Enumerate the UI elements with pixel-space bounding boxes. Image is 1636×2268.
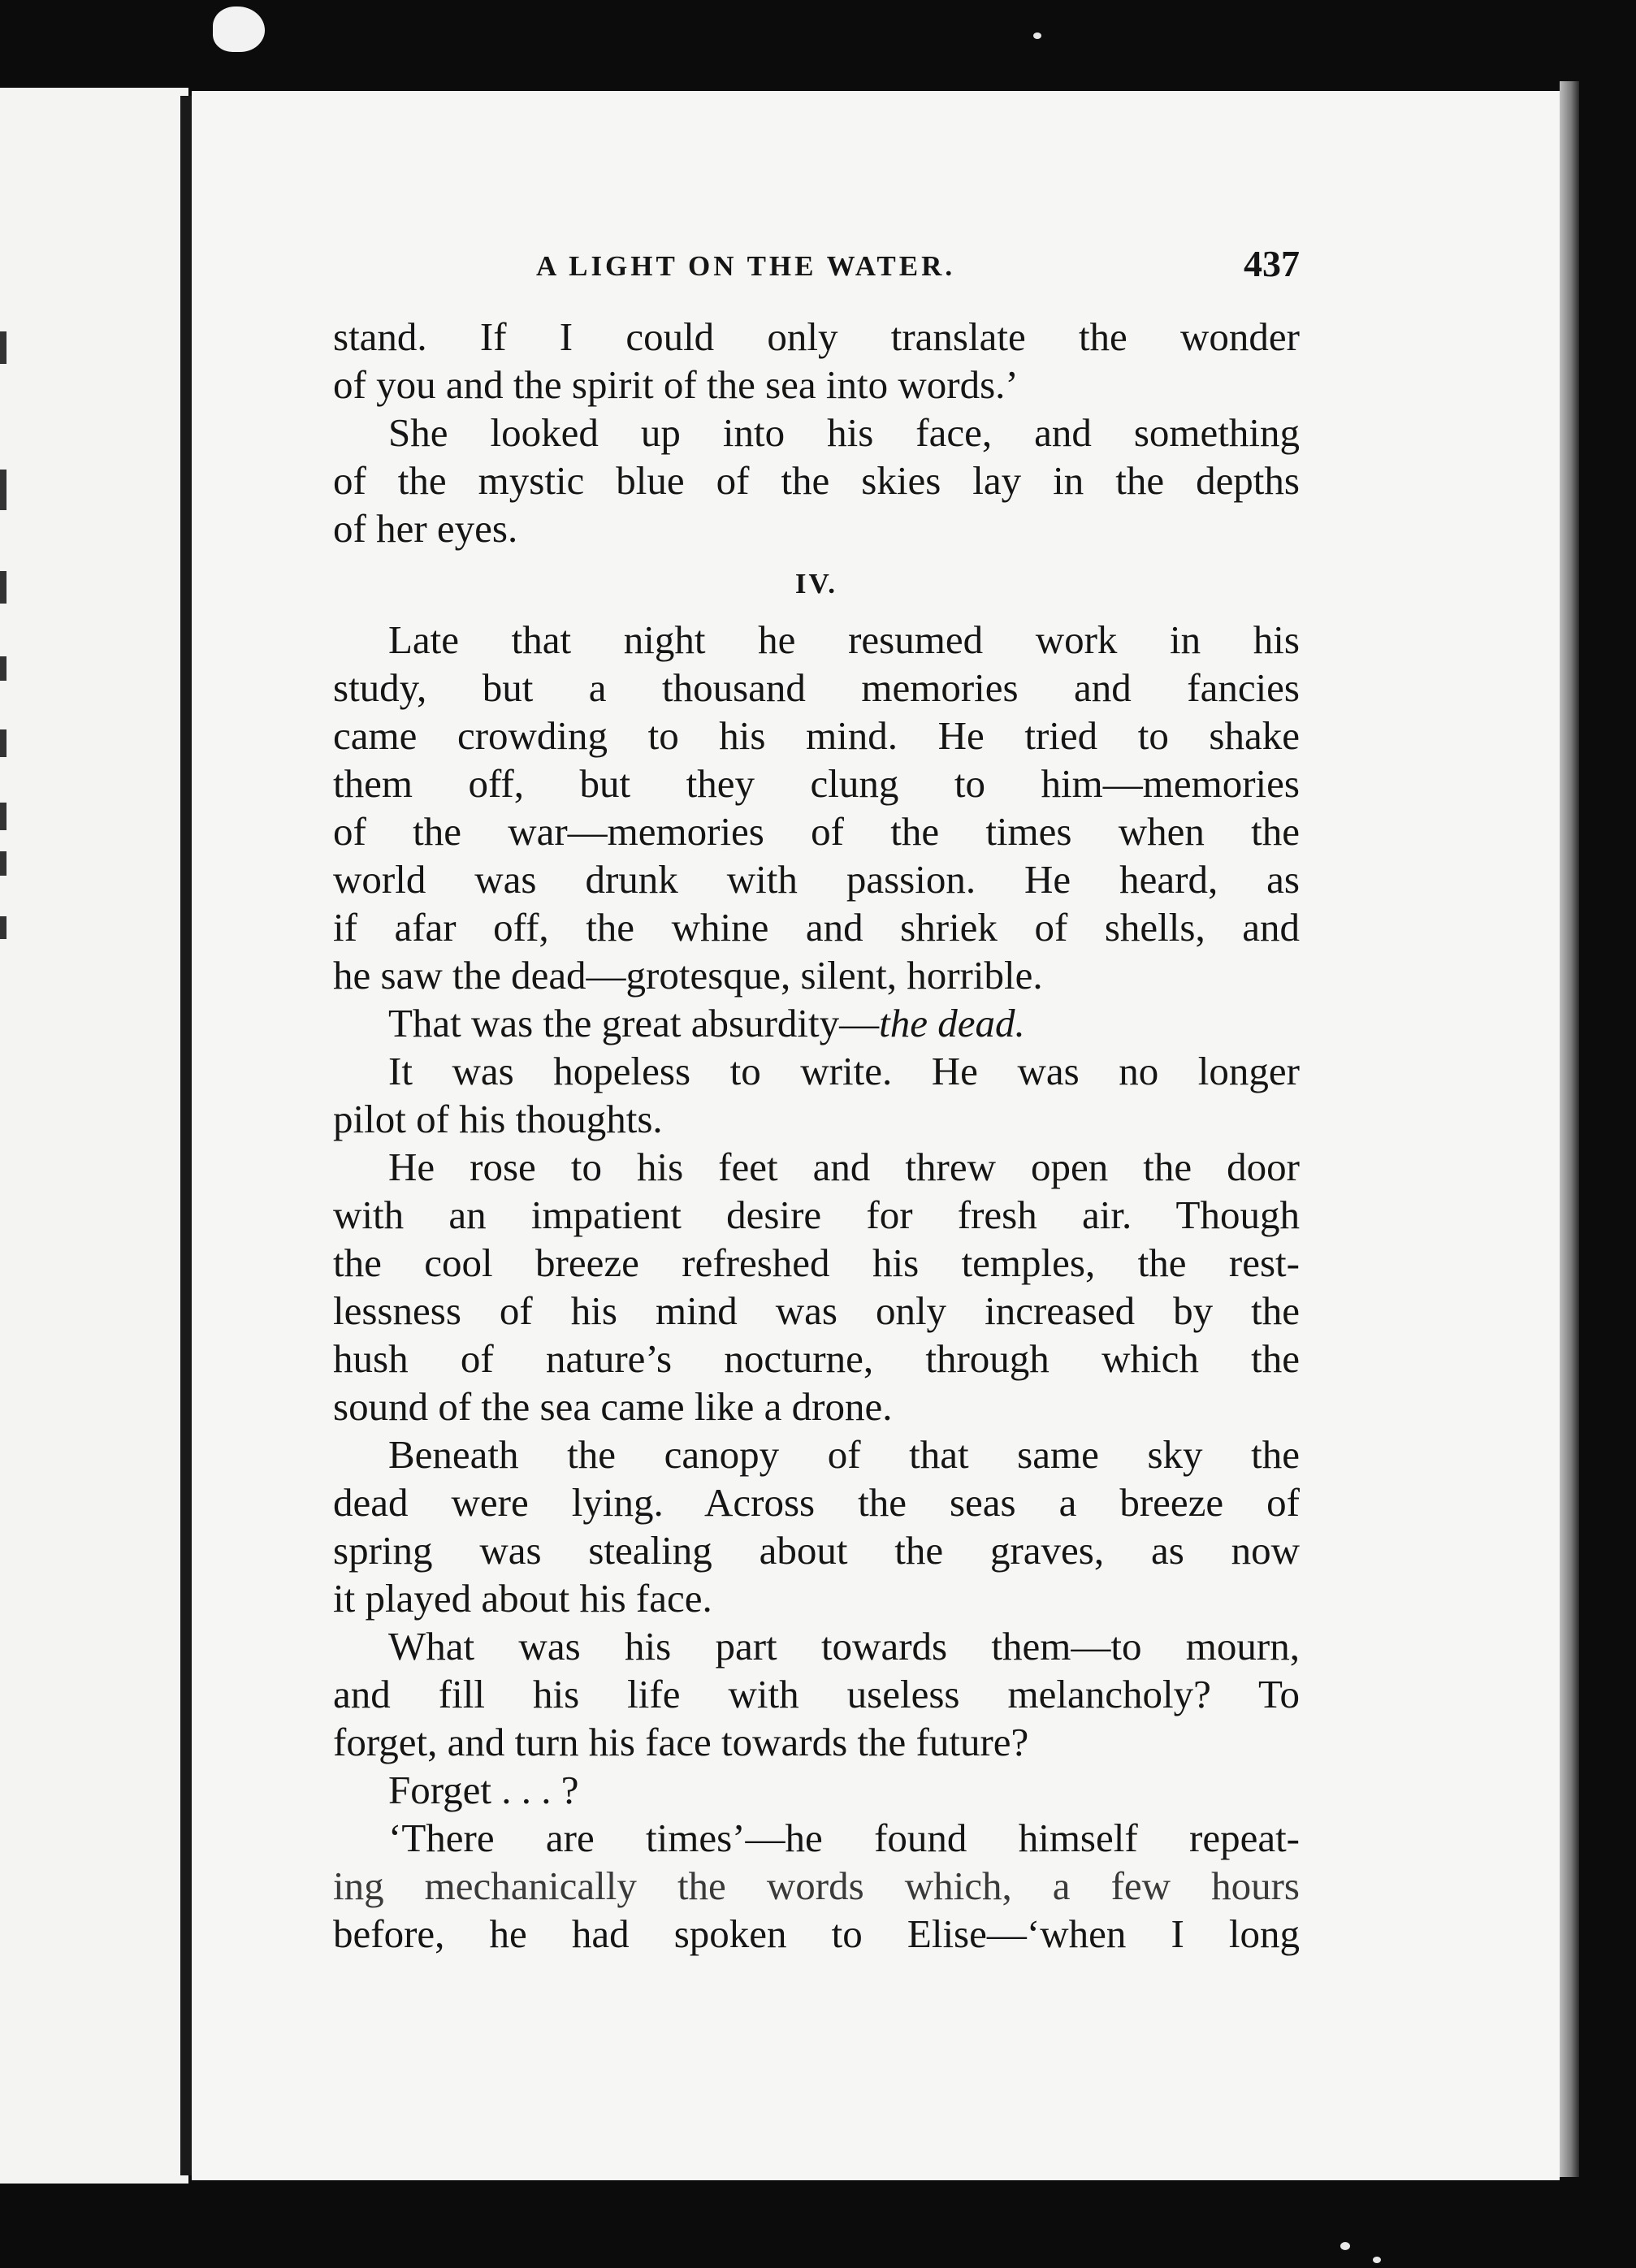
running-header <box>536 242 1300 291</box>
text-line: sound of the sea came like a drone. <box>333 1384 893 1429</box>
text-line: before, he had spoken to Elise—‘when I long <box>333 1911 1300 1956</box>
text-line: Forget . . . ? <box>388 1768 579 1812</box>
text-line: ing mechanically the words which, a few hours <box>333 1863 1300 1908</box>
text-line: of you and the spirit of the sea into words.’ <box>333 362 1019 407</box>
text-line: ‘There are times’—he found himself repeat- <box>388 1816 1300 1860</box>
text-line: dead were lying. Across the seas a breeze of <box>333 1480 1300 1525</box>
text-line-plain: That was the great absurdity— <box>388 1001 880 1045</box>
text-line: Beneath the canopy of that same sky the <box>388 1432 1300 1477</box>
facing-page-edge <box>0 88 188 2184</box>
text-line: pilot of his thoughts. <box>333 1097 663 1141</box>
text-line: He rose to his feet and threw open the door <box>388 1145 1300 1189</box>
page-number: 437 <box>1244 243 1300 284</box>
text-line: of the mystic blue of the skies lay in the depths <box>333 458 1300 503</box>
scan-blemish <box>213 6 265 52</box>
text-line: spring was stealing about the graves, as now <box>333 1528 1300 1573</box>
text-line: and fill his life with useless melancholy? To <box>333 1672 1300 1716</box>
text-line: if afar off, the whine and shriek of shells, and <box>333 905 1300 950</box>
text-line: came crowding to his mind. He tried to shake <box>333 713 1300 758</box>
text-line: Late that night he resumed work in his <box>388 617 1300 662</box>
text-line: lessness of his mind was only increased by the <box>333 1288 1300 1333</box>
section-number: IV. <box>794 568 838 599</box>
text-line: he saw the dead—grotesque, silent, horrible. <box>333 953 1043 998</box>
text-line: She looked up into his face, and something <box>388 410 1300 455</box>
italic-emphasis: the dead. <box>879 1001 1025 1045</box>
text-line: It was hopeless to write. He was no longer <box>388 1049 1300 1093</box>
scan-speck <box>1033 32 1041 39</box>
text-line: the cool breeze refreshed his temples, the rest- <box>333 1240 1300 1285</box>
text-line: forget, and turn his face towards the future? <box>333 1720 1029 1764</box>
scan-speck <box>1373 2257 1381 2263</box>
text-line: it played about his face. <box>333 1576 712 1621</box>
text-line: stand. If I could only translate the wonder <box>333 314 1300 359</box>
page-edge-shadow <box>1560 81 1579 2177</box>
text-line: hush of nature’s nocturne, through which the <box>333 1336 1300 1381</box>
scan-speck <box>1340 2242 1350 2250</box>
text-line: of the war—memories of the times when the <box>333 809 1300 854</box>
text-line: study, but a thousand memories and fancies <box>333 665 1300 710</box>
text-line: of her eyes. <box>333 506 518 551</box>
text-line <box>333 999 1300 1047</box>
body-text <box>333 313 1300 1958</box>
running-title: A LIGHT ON THE WATER. <box>536 250 956 282</box>
text-line: world was drunk with passion. He heard, as <box>333 857 1300 902</box>
text-line: them off, but they clung to him—memories <box>333 761 1300 806</box>
text-line: What was his part towards them—to mourn, <box>388 1624 1300 1669</box>
text-line: with an impatient desire for fresh air. Though <box>333 1192 1300 1237</box>
